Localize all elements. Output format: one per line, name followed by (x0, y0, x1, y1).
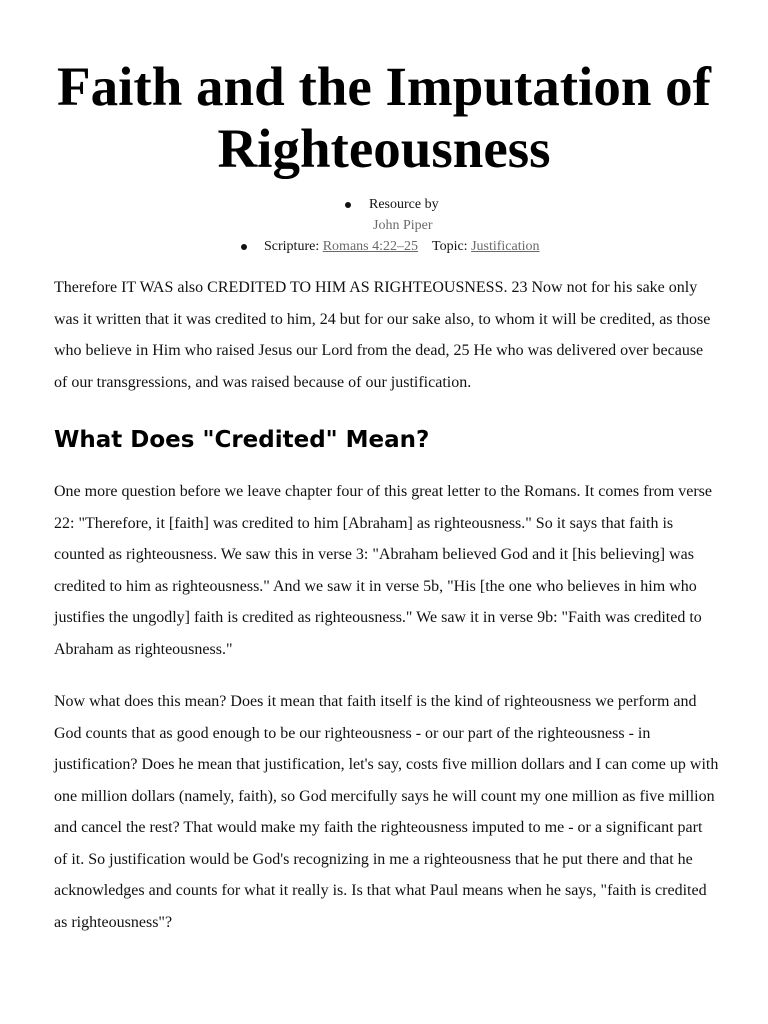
topic-link[interactable]: Justification (471, 239, 540, 254)
scripture-topic-row (264, 238, 540, 256)
section-heading: What Does "Credited" Mean? (54, 427, 430, 453)
scripture-label: Scripture: (264, 239, 320, 254)
scripture-passage: Therefore IT WAS also CREDITED TO HIM AS RIGHTEOUSNESS. 23 Now not for his sake only was it written that it was credited to him, 24 but for our sake also, to whom it will be credited, as those who believe in Him who raised Jesus our Lord from the dead, 25 He who was delivered over because of our transgressions, and was raised because of our justification. (54, 279, 711, 391)
page-title: Faith and the Imputation of Righteousness (57, 56, 711, 179)
body-paragraph: One more question before we leave chapter four of this great letter to the Romans. It comes from verse 22: "Therefore, it [faith] was credited to him [Abraham] as righteousness." So it says that faith is counted as righteousness. We saw this in verse 3: "Abraham believed God and it [his believing] was credited to him as righteousness." And we saw it in verse 5b, "His [the one who believes in him who justifies the ungodly] faith is credited as righteousness." We saw it in verse 9b: "Faith was credited to Abraham as righteousness." (54, 483, 712, 658)
resource-label: Resource by (369, 197, 439, 212)
scripture-link[interactable]: Romans 4:22–25 (322, 239, 418, 254)
bullet-icon (241, 244, 247, 250)
bullet-icon (345, 202, 351, 208)
author-name: John Piper (373, 218, 433, 233)
body-paragraph: Now what does this mean? Does it mean that faith itself is the kind of righteousness we perform and God counts that as good enough to be our righteousness - or our part of the righteousness - in justification? Does he mean that justification, let's say, costs five million dollars and I can come up with one million dollars (namely, faith), so God mercifully says he will count my one million as five million and cancel the rest? That would make my faith the righteousness imputed to me - or a significant part of it. So justification would be God's recognizing in me a righteousness that he put there and that he acknowledges and counts for what it really is. Is that what Paul means when he says, "faith is credited as righteousness"? (54, 693, 719, 931)
topic-label: Topic: (432, 239, 468, 254)
